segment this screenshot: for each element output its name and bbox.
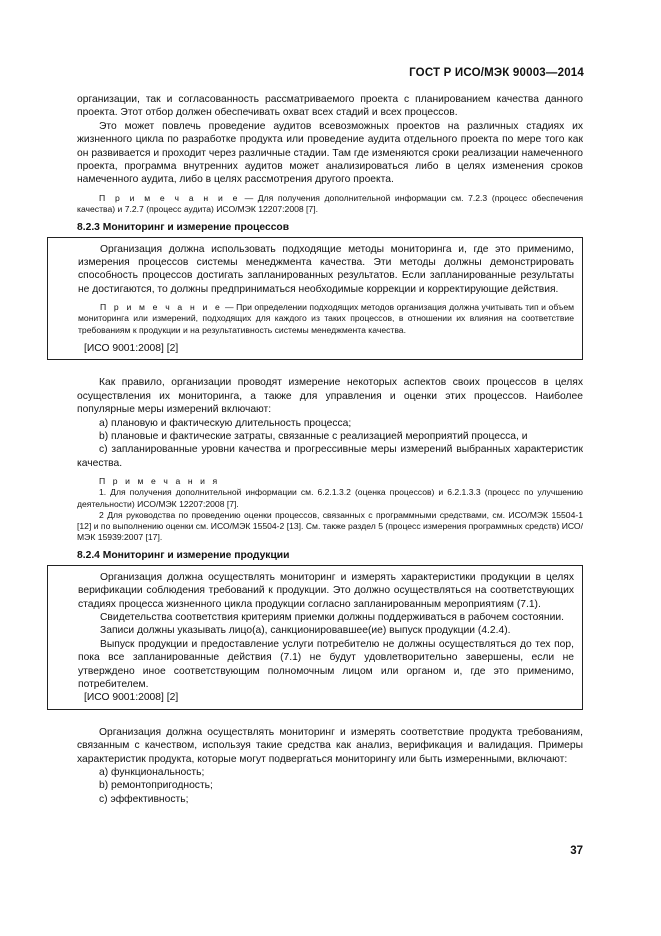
note-item: 1. Для получения дополнительной информации см. 6.2.1.3.2 (оценка процессов) и 6.2.1.3.3 (процесс по улучшению деятельности) ИСО/МЭК 12207:2008 [7]. xyxy=(77,487,583,509)
box-paragraph: Организация должна использовать подходящие методы мониторинга и, где это применимо, измерения процессов системы менеджмента качества. Эти методы должны демонстрировать способность процессов достигать запланированных результатов. Если запланированные результаты не достигаются, то должны предприниматься необходимые коррекции и корректирующие действия. xyxy=(78,243,574,295)
section-8-2-4-paragraph: Организация должна осуществлять мониторинг и измерять соответствие продукта требованиям, связанным с качеством, используя такие средства как анализ, верификация и валидация. Примеры характеристик продукта, которые могут подвергаться мониторингу или быть измеренными, включают: xyxy=(77,726,583,765)
intro-paragraph-1: организации, так и согласованность рассматриваемого проекта с планированием качества данного проекта. Этот отбор должен обеспечивать охват всех стадий и всех процессов. xyxy=(77,94,583,119)
list-item: a) функциональность; xyxy=(99,767,205,779)
box-reference: [ИСО 9001:2008] [2] xyxy=(84,692,179,704)
box-note xyxy=(78,302,574,336)
intro-note xyxy=(77,193,583,215)
list-item: a) плановую и фактическую длительность процесса; xyxy=(99,417,352,429)
page-number: 37 xyxy=(570,845,583,857)
box-paragraph: Организация должна осуществлять мониторинг и измерять характеристики продукции в целях верификации соблюдения требований к продукции. Это должно осуществляться на соответствующих стадиях процесса жизненного цикла продукции согласно запланированным мероприятиям (7.1). xyxy=(78,571,574,610)
page-content xyxy=(77,93,583,806)
list-item: c) эффективность; xyxy=(99,793,189,805)
box-paragraph: Записи должны указывать лицо(а), санкционировавшее(ие) выпуск продукции (4.2.4). xyxy=(100,625,511,637)
note-item: 2 Для руководства по проведению оценки процессов, связанных с программными средствами, см. ИСО/МЭК 15504-1 [12] и по выполнению оценки см. ИСО/МЭК 15504-2 [13]. См. также раздел 5 (процесс измерения программных средств) ИСО/МЭК 15939:2007 [17]. xyxy=(77,509,583,543)
note-label: П р и м е ч а н и е xyxy=(99,192,240,203)
note-text: — Для получения дополнительной информации см. 7.2.3 (процесс обеспечения качества) и 7.2.7 (процесс аудита) ИСО/МЭК 12207:2008 [7]. xyxy=(77,192,584,215)
box-note-text: — При определении подходящих методов организация должна учитывать тип и объем мониторинга или измерений, подходящих для каждого из таких процессов, в отношении их влияния на соответствие требованиям к продукции и на результативность системы менеджмента качества. xyxy=(78,302,575,335)
box-paragraph: Свидетельства соответствия критериям приемки должны поддерживаться в рабочем состоянии. xyxy=(100,611,564,623)
standard-header: ГОСТ Р ИСО/МЭК 90003—2014 xyxy=(409,67,584,79)
section-8-2-3-heading: 8.2.3 Мониторинг и измерение процессов xyxy=(77,222,290,234)
list-item: b) ремонтопригодность; xyxy=(99,780,213,792)
box-paragraph: Выпуск продукции и предоставление услуги потребителю не должны осуществляться до тех пор, пока все запланированные действия (7.1) не будут удовлетворительно завершены, если не утверждено иное соответствующим полномочным лицом или органом и, где это применимо, потребителем. xyxy=(78,638,574,691)
intro-paragraph-2: Это может повлечь проведение аудитов всевозможных проектов на различных стадиях их жизненного цикла по разработке продукта или проведение аудита отдельного проекта по мере того как он развивается и проходит через различные стадии. Там где изменяются сроки реализации намеченного проекта, программа внутренних аудитов может анализироваться либо в целях изменения сроков намеченного аудита, либо в целях рассмотрения другого проекта. xyxy=(77,120,583,186)
notes-label: П р и м е ч а н и я xyxy=(99,476,220,487)
quote-box-8-2-3 xyxy=(47,237,583,361)
section-8-2-4-heading: 8.2.4 Мониторинг и измерение продукции xyxy=(77,550,290,562)
list-item: b) плановые и фактические затраты, связанные с реализацией мероприятий процесса, и xyxy=(99,430,528,442)
quote-box-8-2-4 xyxy=(47,565,583,710)
box-note-label: П р и м е ч а н и е xyxy=(100,302,223,313)
section-8-2-3-paragraph: Как правило, организации проводят измерение некоторых аспектов своих процессов в целях осуществления их мониторинга, а также для управления и оценки этих процессов. Наиболее популярные меры измерений включают: xyxy=(77,377,583,416)
box-reference: [ИСО 9001:2008] [2] xyxy=(84,342,179,354)
list-item: c) запланированные уровни качества и прогрессивные меры измерений выбранных характеристик качества. xyxy=(77,444,583,469)
